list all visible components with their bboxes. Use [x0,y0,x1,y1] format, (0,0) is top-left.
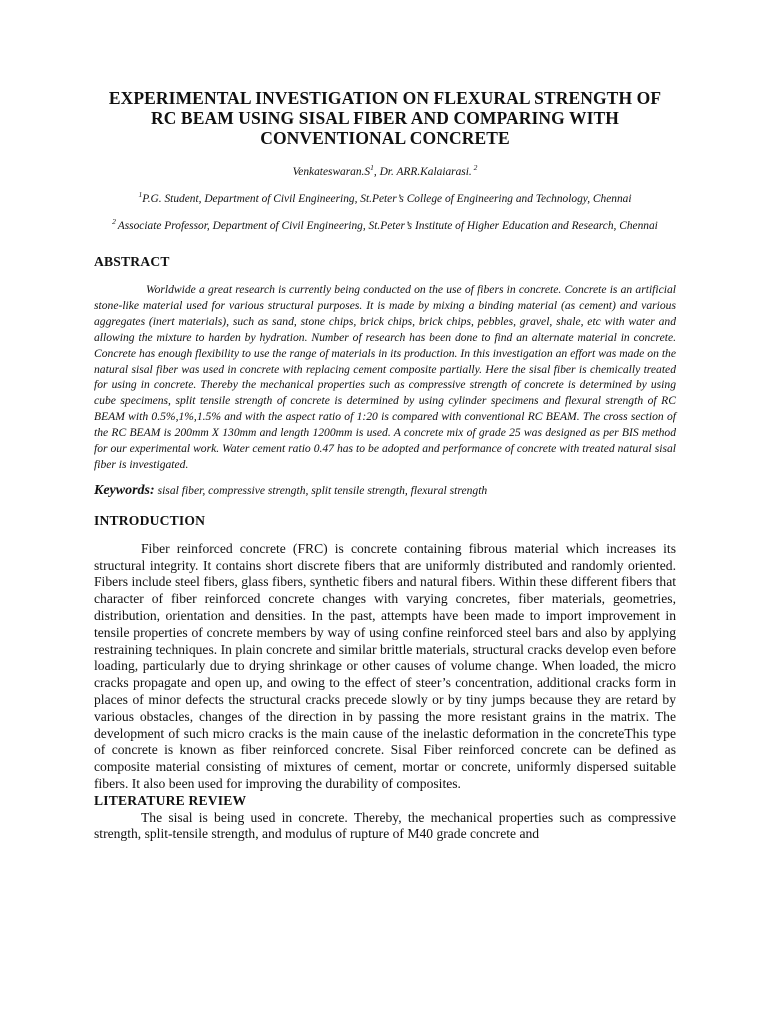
author-1: Venkateswaran.S [292,166,371,178]
introduction-heading: INTRODUCTION [94,512,206,528]
keywords-line [94,483,676,499]
author-separator: , [373,166,380,178]
introduction-text: Fiber reinforced concrete (FRC) is concrete containing fibrous material which increases its structural integrity. It contains short discrete fibers that are uniformly distributed and randomly oriented. Fibers include steel fibers, glass fibers, synthetic fibers and natural fibers. Within these different fibers that character of fiber reinforced concrete changes with varying concretes, fiber materials, geometries, distribution, orientation and densities. In the past, attempts have been made to import improvement in tensile properties of concrete members by way of using confine reinforced steel bars and also by applying restraining techniques. In plain concrete and similar brittle materials, structural cracks develop even before loading, particularly due to drying shrinkage or other causes of volume change. When loaded, the micro cracks propagate and open up, and owing to the effect of steer’s concentration, additional cracks form in places of minor defects the structural cracks precede slowly or by tiny jumps because they are retard by various obstacles, changes of the direction in by passing the more resistant grains in the matrix. The development of such micro cracks is the main cause of the inelastic deformation in the concreteThis type of concrete is known as fiber reinforced concrete. Sisal Fiber reinforced concrete can be defined as composite material consisting of mixtures of cement, mortar or concrete, uniformly dispersed suitable fibers. It also been used for improving the durability of composites. [94,540,676,792]
affiliation-1 [94,192,676,207]
affiliation-2-mark: 2 [112,217,118,227]
author-1-affiliation-mark: 1 [370,163,374,173]
abstract-text: Worldwide a great research is currently being conducted on the use of fibers in concrete. Concrete is an artificial stone-like material used for various structural purposes. It is made by mixing a binding material (as cement) and various aggregates (inert materials), such as sand, stone chips, brick chips, brick chips, pebbles, gravel, shale, etc with water and allowing the mixture to harden by hydration. Number of research has been done to find an alternate material in concrete. Concrete has enough flexibility to use the range of materials in its production. In this investigation an effort was made on the natural sisal fiber was used in concrete with replacing cement composite partially. Here the sisal fiber is chemically treated for using in concrete. Thereby the mechanical properties such as compressive strength of concrete is determined by using cube specimens, split tensile strength of concrete is determined by using cylinder specimens and flexural strength of RC BEAM with 0.5%,1%,1.5% and with the aspect ratio of 1:20 is compared with conventional RC BEAM. The cross section of the RC BEAM is 200mm X 130mm and length 1200mm is used. A concrete mix of grade 25 was designed as per BIS method for our experimental work. Water cement ratio 0.47 has to be adopted and performance of concrete with treated natural sisal fiber is investigated. [94,283,676,471]
affiliation-2-text: Associate Professor, Department of Civil Engineering, St.Peter’s Institute of Higher Education and Research, Chennai [117,220,658,232]
title-line-3: CONVENTIONAL CONCRETE [260,128,510,148]
author-2: Dr. ARR.Kalaiarasi. [379,166,472,178]
author-line [94,163,676,178]
affiliation-1-mark: 1 [138,190,143,200]
title-line-1: EXPERIMENTAL INVESTIGATION ON FLEXURAL STRENGTH OF [108,88,662,108]
affiliation-1-text: P.G. Student, Department of Civil Engineering, St.Peter’s College of Engineering and Technology, Chennai [142,193,632,205]
keywords-label: Keywords: [94,482,155,498]
keywords-text: sisal fiber, compressive strength, split tensile strength, flexural strength [154,483,488,497]
author-2-affiliation-mark: 2 [471,163,478,173]
paper-title [94,88,676,148]
literature-review-heading: LITERATURE REVIEW [94,792,247,808]
title-line-2: RC BEAM USING SISAL FIBER AND COMPARING WITH [150,108,620,128]
abstract-heading: ABSTRACT [94,254,170,269]
affiliation-2 [94,219,676,234]
literature-review-text: The sisal is being used in concrete. Thereby, the mechanical properties such as compressive strength, split-tensile strength, and modulus of rupture of M40 grade concrete and [94,809,676,842]
